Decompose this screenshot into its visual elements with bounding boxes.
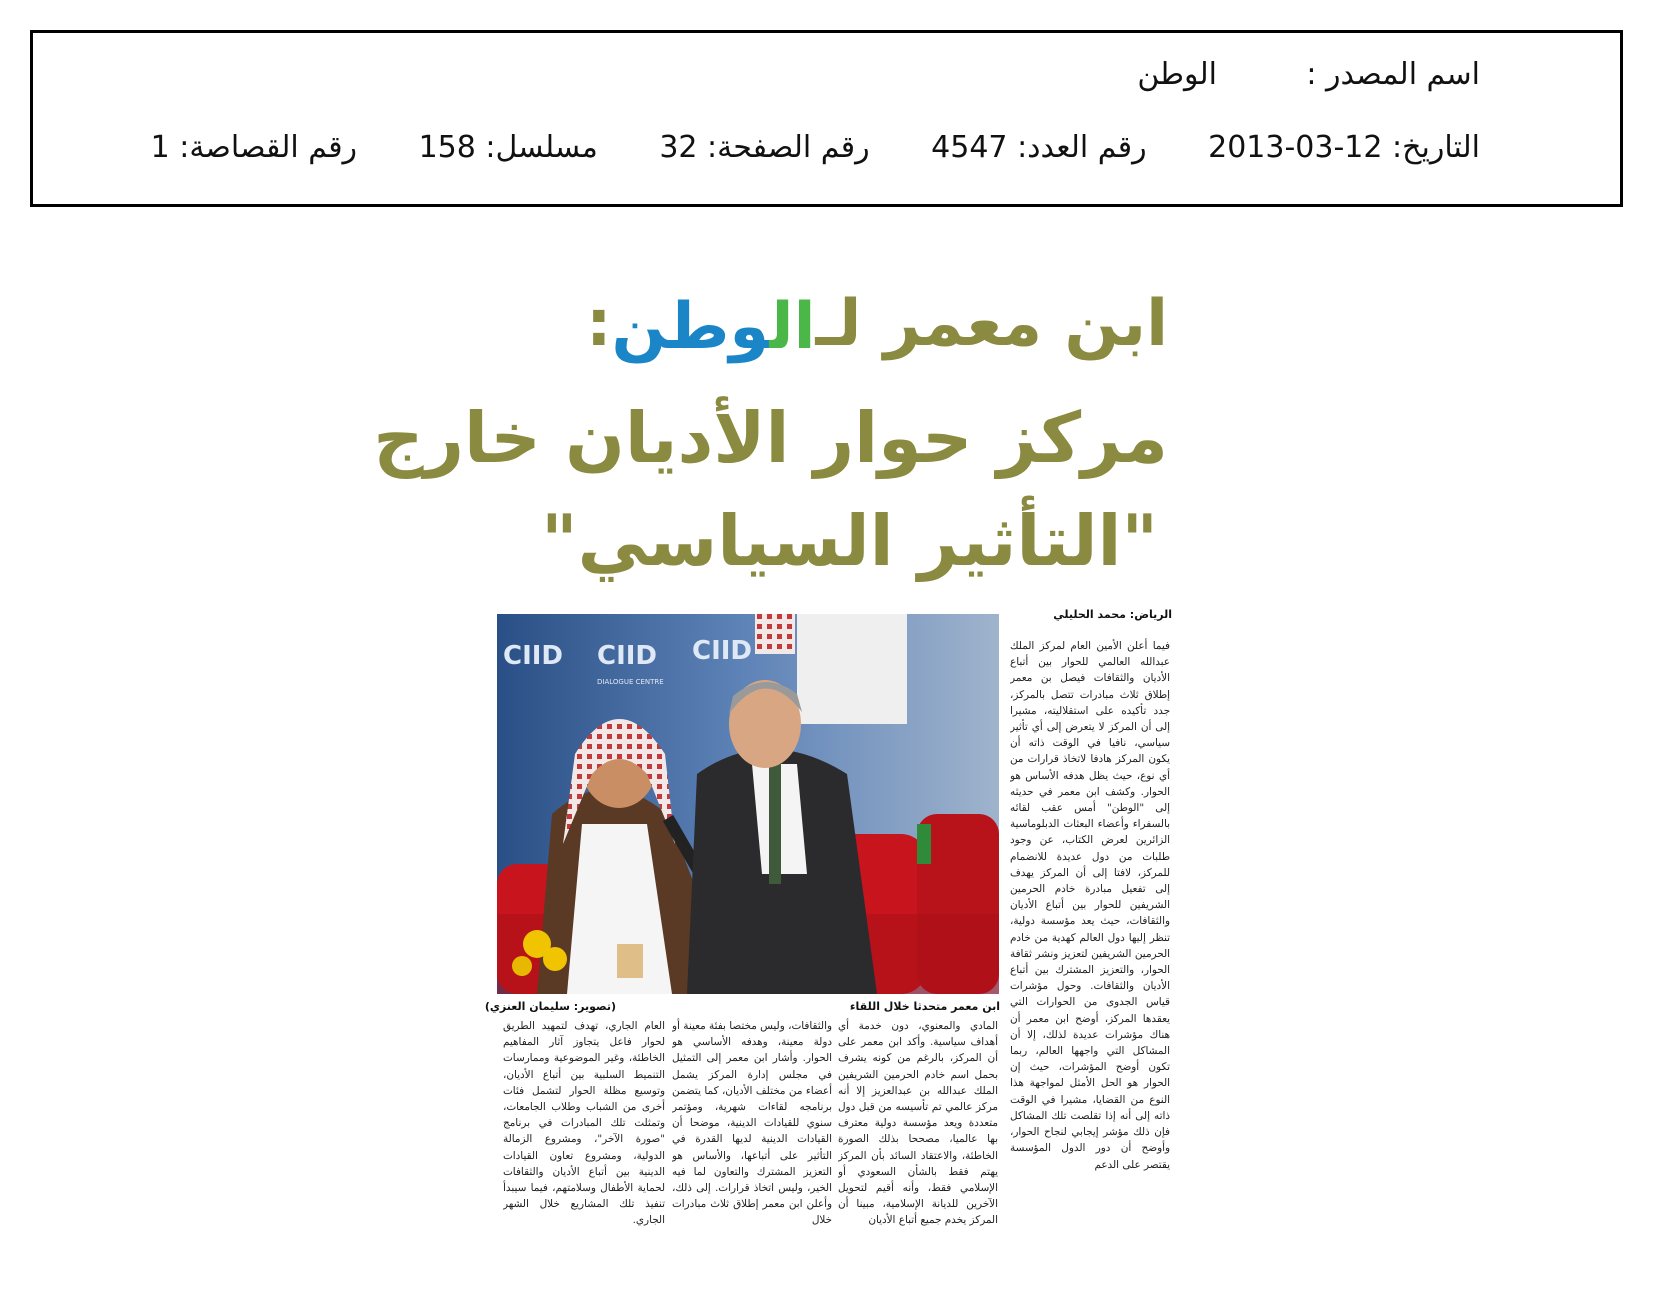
svg-text:CIID: CIID [692, 636, 753, 666]
article-column-2: المادي والمعنوي، دون خدمة أي أهداف سياسية. وأكد ابن معمر على أن المركز، بالرغم من كونه يشرف بحمل اسم خادم الحرمين الشريفين الملك عبدالله بن عبدالعزيز إلا أنه مركز عالمي تم تأسيسه من قبل دول متعددة ويعد مؤسسة دولية معترف بها عالميا، مصححا بذلك الصورة الخاطئة، والاعتقاد السائد بأن المركز يهتم فقط بالشأن السعودي أو الإسلامي فقط، وأنه أقيم لتحويل الآخرين للديانة الإسلامية، مبينا أن المركز يخدم جميع أتباع الأديان [838, 1020, 998, 1227]
page-label: رقم الصفحة: [707, 130, 870, 165]
headline-prefix: ابن معمر لـ [815, 287, 1168, 361]
header-box [30, 30, 1623, 207]
logo-al: ال [769, 290, 816, 365]
photo-credit: (تصوير: سليمان العنزي) [484, 1000, 616, 1013]
source-label: اسم المصدر : [1306, 57, 1480, 92]
article-column-4: العام الجاري، تهدف لتمهيد الطريق لحوار فاعل يتجاوز آثار المفاهيم الخاطئة، وغير الموضوعية وممارسات التنميط السلبية بين أتباع الأديان، وتوسيع مظلة الحوار لتشمل فئات أخرى من الشباب وطلاب الجامعات، وتمثلت تلك المبادرات في برنامج "صورة الآخر"، ومشروع الزمالة الدولية، ومشروع تعاون القيادات الدينية بين أتباع الأديان والثقافات لحماية الأطفال وسلامتهم، فيما سيبدأ تنفيذ تلك المشاريع خلال الشهر الجاري. [503, 1020, 665, 1227]
article-column-1: فيما أعلن الأمين العام لمركز الملك عبدالله العالمي للحوار بين أتباع الأديان والثقافات فيصل بن معمر إطلاق ثلاث مبادرات تتصل بالمركز، جدد تأكيده على استقلاليته، مشيرا إلى أن المركز لا يتعرض إلى أي تأثير سياسي، نافيا في الوقت ذاته أن يكون المركز هادفا لاتخاذ قرارات من أي نوع، حيث يظل هدفه الأساس هو الحوار. وكشف ابن معمر في حديثه إلى "الوطن" أمس عقب لقائه بالسفراء وأعضاء البعثات الدبلوماسية الزائرين لعرض الكتاب، عن وجود طلبات من دول عديدة للانضمام للمركز، لافتا إلى أن المركز يهدف إلى تفعيل مبادرة خادم الحرمين الشريفين للحوار بين أتباع الأديان والثقافات، حيث يعد مؤسسة دولية، تنظر إليها دول العالم كهدية من خادم الحرمين الشريفين لتعزيز ونشر ثقافة الحوار، والتعزيز المشترك بين أتباع الأديان والثقافات. وحول مؤشرات قياس الجدوى من الحوارات التي يعقدها المركز، أوضح ابن معمر أن هناك مؤشرات عديدة لذلك، إلا أن المشاكل التي واجهها العالم، ربما تكون أوضح المؤشرات، حيث إن الحوار هو الحل الأمثل لمواجهة هذا النوع من القضايا، مشيرا في الوقت ذاته إلى أنه إذا تقلصت تلك المشاكل فإن ذلك مؤشر إيجابي لنجاح الحوار، وأوضح أن دور الدول المؤسسة يقتصر على الدعم [1010, 640, 1170, 1171]
serial-value: 158 [418, 130, 476, 165]
headline-line1 [586, 284, 1168, 367]
logo-watan: وطن [611, 290, 770, 365]
clip-label: رقم القصاصة: [179, 130, 358, 165]
svg-text:CIID: CIID [597, 641, 658, 671]
headline-line3: "التأثير السياسي" [541, 500, 1158, 582]
issue-value: 4547 [931, 130, 1008, 165]
source-value: الوطن [1137, 57, 1217, 92]
page-value: 32 [659, 130, 698, 165]
serial-label: مسلسل: [485, 130, 598, 165]
issue-label: رقم العدد: [1017, 130, 1147, 165]
date-label: التاريخ: [1392, 130, 1480, 165]
clip-value: 1 [150, 130, 170, 165]
headline-line2: مركز حوار الأديان خارج [373, 397, 1168, 479]
headline-colon: : [585, 287, 612, 361]
article-column-3: والثقافات، وليس مختصا بفئة معينة أو دولة معينة، وهدفه الأساسي هو الحوار. وأشار ابن معمر إلى التمثيل في مجلس إدارة المركز يشمل أعضاء من مختلف الأديان، كما يتضمن برنامجه لقاءات شهرية، ومؤتمر سنوي للقيادات الدينية، موضحا أن القيادات الدينية لديها القدرة في التأثير على أتباعها، والأساس هو التعزيز المشترك والتعاون لما فيه الخير، وليس اتخاذ قرارات. إلى ذلك، وأعلن ابن معمر إطلاق ثلاث مبادرات خلال [672, 1020, 832, 1227]
meta-row [151, 128, 1480, 168]
svg-text:DIALOGUE CENTRE: DIALOGUE CENTRE [597, 678, 664, 686]
svg-text:CIID: CIID [503, 641, 564, 671]
photo-illustration [497, 614, 999, 994]
alwatan-logo [612, 287, 816, 367]
date-value: 2013-03-12 [1208, 130, 1383, 165]
article-photo [497, 614, 999, 994]
byline: الرياض: محمد الحليلي [1053, 608, 1172, 621]
photo-caption: ابن معمر متحدثا خلال اللقاء [849, 1000, 1000, 1013]
